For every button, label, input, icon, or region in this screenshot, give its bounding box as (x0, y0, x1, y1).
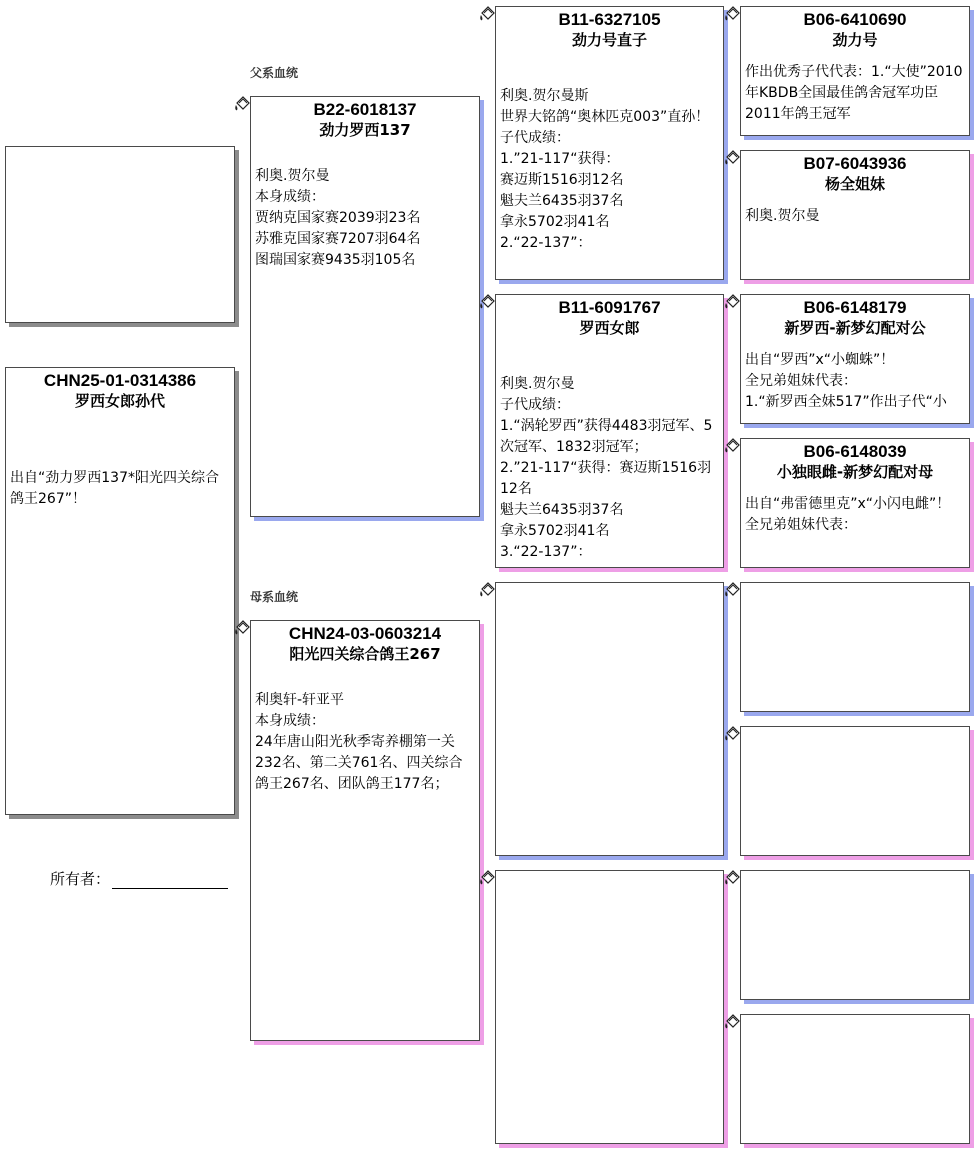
dam-ring-number: CHN24-03-0603214 (288, 624, 442, 643)
sire-dam-name: 罗西女郎 (579, 319, 640, 337)
owner-row (50, 868, 228, 889)
sdd-card[interactable] (740, 438, 970, 568)
sire-sire-description: 利奥.贺尔曼斯 世界大铭鸽“奥林匹克003”直孙！ 子代成绩： 1.”21-117“获得： 赛迈斯1516羽12名 魁夫兰6435羽37名 拿永5702羽41名 2.“22-137”： (500, 88, 710, 251)
paint-bucket-icon[interactable] (724, 1014, 740, 1030)
paint-bucket-icon[interactable] (724, 150, 740, 166)
ddd-card[interactable] (740, 1014, 970, 1144)
sdd-name: 小独眼雌-新梦幻配对母 (776, 463, 934, 481)
paint-bucket-icon[interactable] (479, 6, 495, 22)
sire-line-label: 父系血统 (250, 66, 299, 80)
paint-bucket-icon[interactable] (479, 582, 495, 598)
sire-dam-description: 利奥.贺尔曼 子代成绩： 1.“涡轮罗西”获得4483羽冠军、5次冠军、1832羽冠军； 2.”21-117“获得：赛迈斯1516羽12名 魁夫兰6435羽37名 拿永5702羽41名 3.“22-137”： (500, 376, 713, 560)
subject-card[interactable] (5, 367, 235, 815)
sire-dam-ring-number: B11-6091767 (558, 298, 661, 317)
ssd-description: 利奥.贺尔曼 (745, 208, 820, 224)
sds-card[interactable] (740, 294, 970, 424)
dam-line-label: 母系血统 (250, 590, 299, 604)
sire-name: 劲力罗西137 (319, 121, 411, 139)
dds-card[interactable] (740, 870, 970, 1000)
dam-description: 利奥轩-轩亚平 本身成绩： 24年唐山阳光秋季寄养棚第一关232名、第二关761名、四关综合鸽王267名、团队鸽王177名； (255, 692, 463, 792)
paint-bucket-icon[interactable] (479, 870, 495, 886)
sdd-description: 出自“弗雷德里克”x“小闪电雌”！ 全兄弟姐妹代表： (745, 496, 951, 533)
sire-card[interactable] (250, 96, 480, 517)
sss-card[interactable] (740, 6, 970, 136)
paint-bucket-icon[interactable] (234, 620, 250, 636)
sss-description: 作出优秀子代代表：1.“大使”2010年KBDB全国最佳鸽舍冠军功臣2011年鸽王冠军 (745, 64, 963, 122)
dam-sire-card[interactable] (495, 582, 724, 856)
subject-ring-number: CHN25-01-0314386 (43, 371, 197, 390)
sds-name: 新罗西-新梦幻配对公 (784, 319, 926, 337)
paint-bucket-icon[interactable] (724, 582, 740, 598)
dam-card[interactable] (250, 620, 480, 1041)
paint-bucket-icon[interactable] (234, 96, 250, 112)
subject-description: 出自“劲力罗西137*阳光四关综合鸽王267”！ (10, 470, 219, 507)
sire-sire-card[interactable] (495, 6, 724, 280)
paint-bucket-icon[interactable] (479, 294, 495, 310)
sire-sire-name: 劲力号直子 (571, 31, 647, 49)
dam-name: 阳光四关综合鸽王267 (289, 645, 441, 663)
dsd-card[interactable] (740, 726, 970, 856)
paint-bucket-icon[interactable] (724, 870, 740, 886)
ssd-card[interactable] (740, 150, 970, 280)
dam-dam-card[interactable] (495, 870, 724, 1144)
paint-bucket-icon[interactable] (724, 6, 740, 22)
subject-name: 罗西女郎孙代 (74, 392, 165, 410)
sdd-ring-number: B06-6148039 (803, 442, 907, 461)
paint-bucket-icon[interactable] (724, 438, 740, 454)
owner-label: 所有者： (50, 870, 111, 888)
paint-bucket-icon[interactable] (724, 726, 740, 742)
sds-ring-number: B06-6148179 (803, 298, 907, 317)
sire-sire-ring-number: B11-6327105 (558, 10, 661, 29)
owner-field[interactable] (112, 872, 228, 889)
dss-card[interactable] (740, 582, 970, 712)
ssd-name: 杨全姐妹 (824, 175, 885, 193)
sire-description: 利奥.贺尔曼 本身成绩： 贾纳克国家赛2039羽23名 苏雅克国家赛7207羽64名 图瑞国家赛9435羽105名 (255, 168, 421, 268)
sire-ring-number: B22-6018137 (313, 100, 417, 119)
paint-bucket-icon[interactable] (724, 294, 740, 310)
sire-dam-card[interactable] (495, 294, 724, 568)
sss-name: 劲力号 (832, 31, 878, 49)
photo-box[interactable] (5, 146, 235, 323)
sss-ring-number: B06-6410690 (803, 10, 907, 29)
ssd-ring-number: B07-6043936 (803, 154, 907, 173)
sds-description: 出自“罗西”x“小蜘蛛”！ 全兄弟姐妹代表： 1.“新罗西全妹517”作出子代“小 (745, 352, 947, 410)
